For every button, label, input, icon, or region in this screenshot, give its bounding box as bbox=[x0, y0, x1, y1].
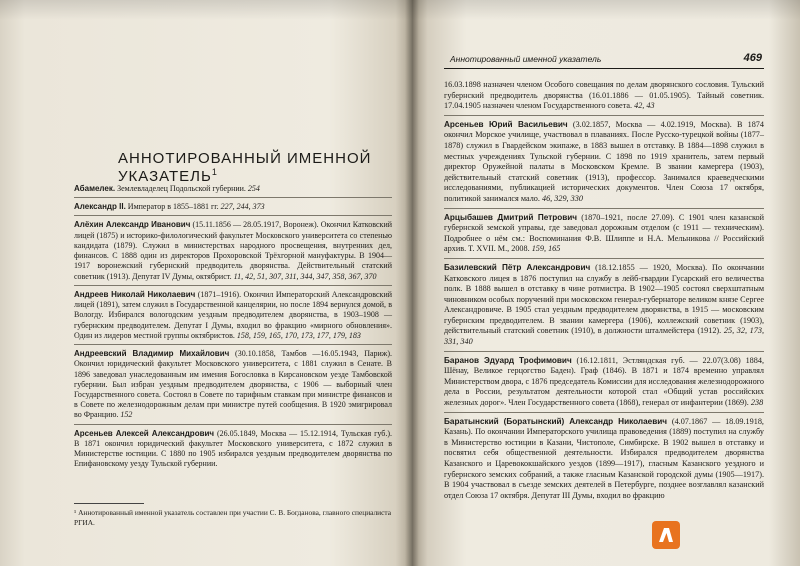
entry-pages: 227, 244, 373 bbox=[220, 202, 265, 212]
right-entries-column bbox=[444, 80, 764, 508]
entry-text: (18.12.1855 — 1920, Москва). По окончании Катковского лицея в 1876 поступил на службу в лейб-гвардии Гусарский его величества полк. В 1888 вышел в отставку в чине ротмистра. В 1902—1905 состоял сверхштатным чиновником особых поручений при московском генерал-губернаторе великом князе Сергее Александровиче. В 1905 стал уездным предводителем дворянства, в 1915 — московским губернским предводителем. В звании камергера (1906), коллежский советник (1903), действительный статский советник (1910), в должности шталмейстера (1912). bbox=[444, 262, 764, 336]
entry-text: (4.07.1867 — 18.09.1918, Казань). По окончании Императорского училища правоведения (1889) поступил на службу в Министерство юстиции в Казани, Чистополе, Симбирске. В 1902 вышел в отставку и посвятил себя общественной деятельности. Избирался предводителем дворянства Казанского и Царевококшайского уездов (1899—1917), гласным Казанского уездного и губернского земских собраний, а также гласным Казанской городской думы (1905—1917). В 1904 участвовал в съезде земских деятелей в Петербурге, позднее возглавлял казанский отдел Союза 17 октября. Депутат III Думы, входил во фракцию bbox=[444, 416, 764, 500]
left-entries-column bbox=[74, 184, 392, 477]
entry-name: Андреев Николай Николаевич bbox=[74, 289, 196, 299]
running-head bbox=[444, 52, 764, 69]
index-entry bbox=[74, 429, 392, 473]
publisher-logo-icon bbox=[651, 520, 681, 550]
entry-pages: 42, 43 bbox=[634, 101, 655, 111]
entry-text: Землевладелец Подольской губернии. bbox=[115, 184, 248, 193]
index-entry bbox=[74, 202, 392, 216]
running-head-title: Аннотированный именной указатель bbox=[450, 54, 602, 64]
book-spine-shadow bbox=[405, 0, 419, 566]
heading-footnote-mark: 1 bbox=[211, 167, 218, 177]
entry-pages: 254 bbox=[247, 184, 260, 193]
entry-text: Император в 1855–1881 гг. bbox=[125, 202, 221, 212]
entry-name: Арсеньев Юрий Васильевич bbox=[444, 119, 568, 129]
entry-pages: 46, 329, 330 bbox=[541, 193, 583, 203]
index-entry bbox=[444, 417, 764, 505]
entry-pages: 158, 159, 165, 170, 173, 177, 179, 183 bbox=[236, 330, 361, 340]
entry-pages: 238 bbox=[750, 398, 764, 408]
entry-text: (16.12.1811, Эстляндская губ. — 22.07(3.08) 1884, Шёнау, Великое герцогство Баден). Граф (1846). В 1871 и 1874 временно управлял Министерством двора, с 1876 председатель Комиссии для исследования железнодорожного дела в России, результатом деятельности которой стал «Общий устав российских железных дорог». Член Государственного совета (1868), генерал от инфантерии (1869). bbox=[444, 355, 764, 408]
entry-name: Арцыбашев Дмитрий Петрович bbox=[444, 212, 578, 222]
entry-text: (3.02.1857, Москва — 4.02.1919, Москва). В 1874 окончил Морское училище, участвовал в плаваниях. После Русско-турецкой войны (1877–1878) служил в Гвардейском экипаже, в 1883 вышел в отставку. В 1884—1898 служил в местных учреждениях Тульской губернии. С 1898 по 1919 хранитель, затем первый директор Оружейной палаты в Московском Кремле. В звании камергера (1903), действительный статский советник (1913), профессор. Занимался краеведческими исследованиями, публикацией исторических документов. Член Союза 17 октября, политикой занимался мало. bbox=[444, 119, 764, 203]
index-entry bbox=[444, 356, 764, 413]
entry-pages: 159, 165 bbox=[531, 244, 561, 254]
entry-text: (1871–1916). Окончил Императорский Александровский лицей (1891), затем служил в Государственной канцелярии, но после 1894 вернулся домой, в Вологду. Избирался вологодским уездным предводителем дворянства, в 1903–1908 — губернским предводителем. Депутат I Думы, входил во фракцию «мирного обновления». Один из лидеров местной группы октябристов. bbox=[74, 289, 393, 340]
page-heading: АННОТИРОВАННЫЙ ИМЕННОЙ УКАЗАТЕЛЬ$^1$ bbox=[118, 150, 372, 185]
entry-text: (26.05.1849, Москва — 15.12.1914, Тульская губ.). В 1871 окончил юридический факультет Московского университета, с 1872 служил в Министерстве юстиции. С 1880 по 1905 избирался уездным предводителем дворянства по Епифановскому уезду Тульской губернии. bbox=[74, 428, 392, 469]
entry-name: Алёхин Александр Иванович bbox=[74, 220, 191, 230]
index-entry bbox=[444, 80, 764, 116]
entry-pages: 11, 42, 51, 307, 311, 344, 347, 358, 367, 370 bbox=[233, 271, 377, 281]
entry-name: Базилевский Пётр Александрович bbox=[444, 262, 591, 272]
index-entry bbox=[74, 184, 392, 198]
entry-pages: 152 bbox=[120, 410, 133, 420]
entry-name: Андреевский Владимир Михайлович bbox=[74, 349, 230, 359]
index-entry bbox=[444, 120, 764, 209]
footnote-rule bbox=[74, 503, 144, 504]
entry-pages: 25, 32, 173, 331, 340 bbox=[444, 326, 764, 347]
page-number: 469 bbox=[743, 52, 762, 64]
index-entry bbox=[444, 263, 764, 352]
index-entry bbox=[444, 213, 764, 259]
footnote: ¹ Аннотированный именной указатель составлен при участии С. В. Богданова, главного специалиста РГИА. bbox=[74, 508, 392, 527]
index-entry bbox=[74, 349, 392, 425]
entry-text: (15.11.1856 — 28.05.1917, Воронеж). Окончил Катковский лицей (1875) и историко-филологический факультет Московского университета со степенью кандидата (1879). Служил в министерствах народного просвещения, внутренних дел, финансов. С 1888 один из директоров Прохоровской Трёхгорной мануфактуры. В 1904—1917 воронежский губернский предводитель дворянства. Действительный статский советник (1913). Депутат IV Думы, октябрист. bbox=[74, 220, 393, 281]
entry-name: Абамелек. bbox=[74, 184, 116, 193]
entry-name: Баранов Эдуард Трофимович bbox=[444, 355, 572, 365]
entry-text: (1870–1921, после 27.09). С 1901 член казанской губернской земской управы, где заведовал дорожным отделом (с 1911 — техническим). Подробнее о нём см.: Воспоминания Ф.В. Шлиппе и Н.А. Мельникова // Российский архив. Т. XVII. М., 2008. bbox=[444, 212, 764, 254]
index-entry bbox=[74, 290, 392, 345]
entry-text: (30.10.1858, Тамбов —16.05.1943, Париж). Окончил юридический факультет Московского университета, с 1881 служил в Сенате. В 1896 заведовал унаследованным им имения Богословка в Кирсановском уезде Тамбовской губернии. Был избран уездным предводителем дворянства, с 1906 — выборный член Государственного совета. Состоял в Совете по тарифным ставкам при министре финансов и в Совете по железнодорожным делам при министре путей сообщения. В 1920 эмигрировал во Францию. bbox=[74, 349, 392, 420]
entry-text: 16.03.1898 назначен членом Особого совещания по делам дворянского сословия. Тульский губернский предводитель дворянства (16.01.1886 — 01.05.1905). Тайный советник. 17.04.1905 назначен членом Государственного совета. bbox=[444, 80, 764, 111]
index-entry bbox=[74, 220, 392, 285]
top-shadow bbox=[0, 0, 800, 20]
entry-name: Баратынский (Боратынский) Александр Николаевич bbox=[444, 416, 668, 426]
entry-name: Александр II. bbox=[74, 202, 126, 212]
entry-name: Арсеньев Алексей Александрович bbox=[74, 428, 215, 438]
